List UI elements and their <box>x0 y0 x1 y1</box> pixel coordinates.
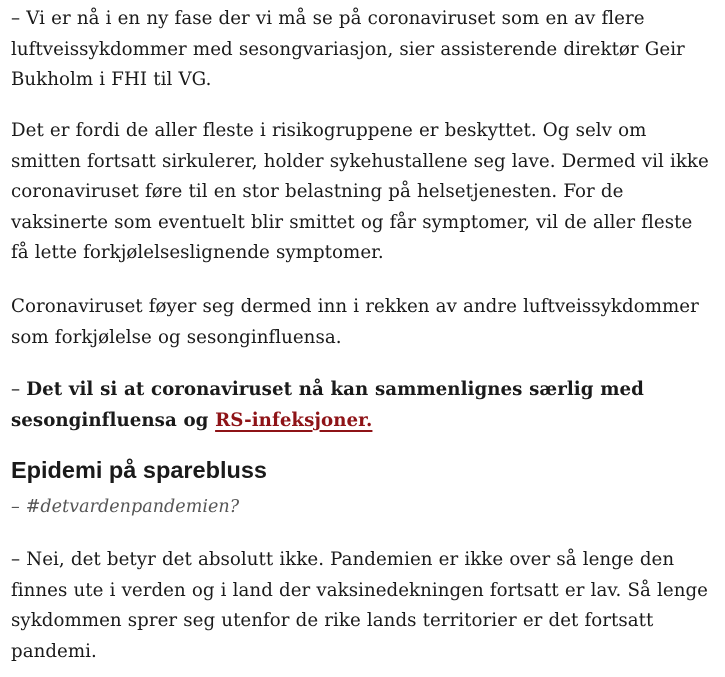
rs-infeksjoner-link[interactable]: RS-infeksjoner. <box>215 409 373 431</box>
quote-bold-text: Det vil si at coronaviruset nå kan sammenlignes særlig med sesonginfluensa og <box>11 379 644 431</box>
article-paragraph: Coronaviruset føyer seg dermed inn i rekken av andre luftveissykdommer som forkjølelse og sesonginfluensa. <box>11 296 699 348</box>
article-quote-paragraph <box>11 375 716 436</box>
interview-question: – #detvardenpandemien? <box>11 497 240 517</box>
section-heading: Epidemi på sparebluss <box>11 457 267 483</box>
article-paragraph: Det er fordi de aller fleste i risikogruppene er beskyttet. Og selv om smitten fortsatt sirkulerer, holder sykehustallene seg lave. Dermed vil ikke coronaviruset føre til en stor belastning på helsetjenesten. For de vaksinerte som eventuelt blir smittet og får symptomer, vil de aller fleste få lette forkjølelseslignende symptomer. <box>11 120 709 263</box>
article-paragraph: – Nei, det betyr det absolutt ikke. Pandemien er ikke over så lenge den finnes ute i verden og i land der vaksinedekningen fortsatt er lav. Så lenge sykdommen sprer seg utenfor de rike lands territorier er det fortsatt pandemi. <box>11 549 708 662</box>
quote-dash: – <box>11 379 27 400</box>
article-paragraph: – Vi er nå i en ny fase der vi må se på coronaviruset som en av flere luftveissykdommer med sesongvariasjon, sier assisterende direktør Geir Bukholm i FHI til VG. <box>11 8 685 90</box>
